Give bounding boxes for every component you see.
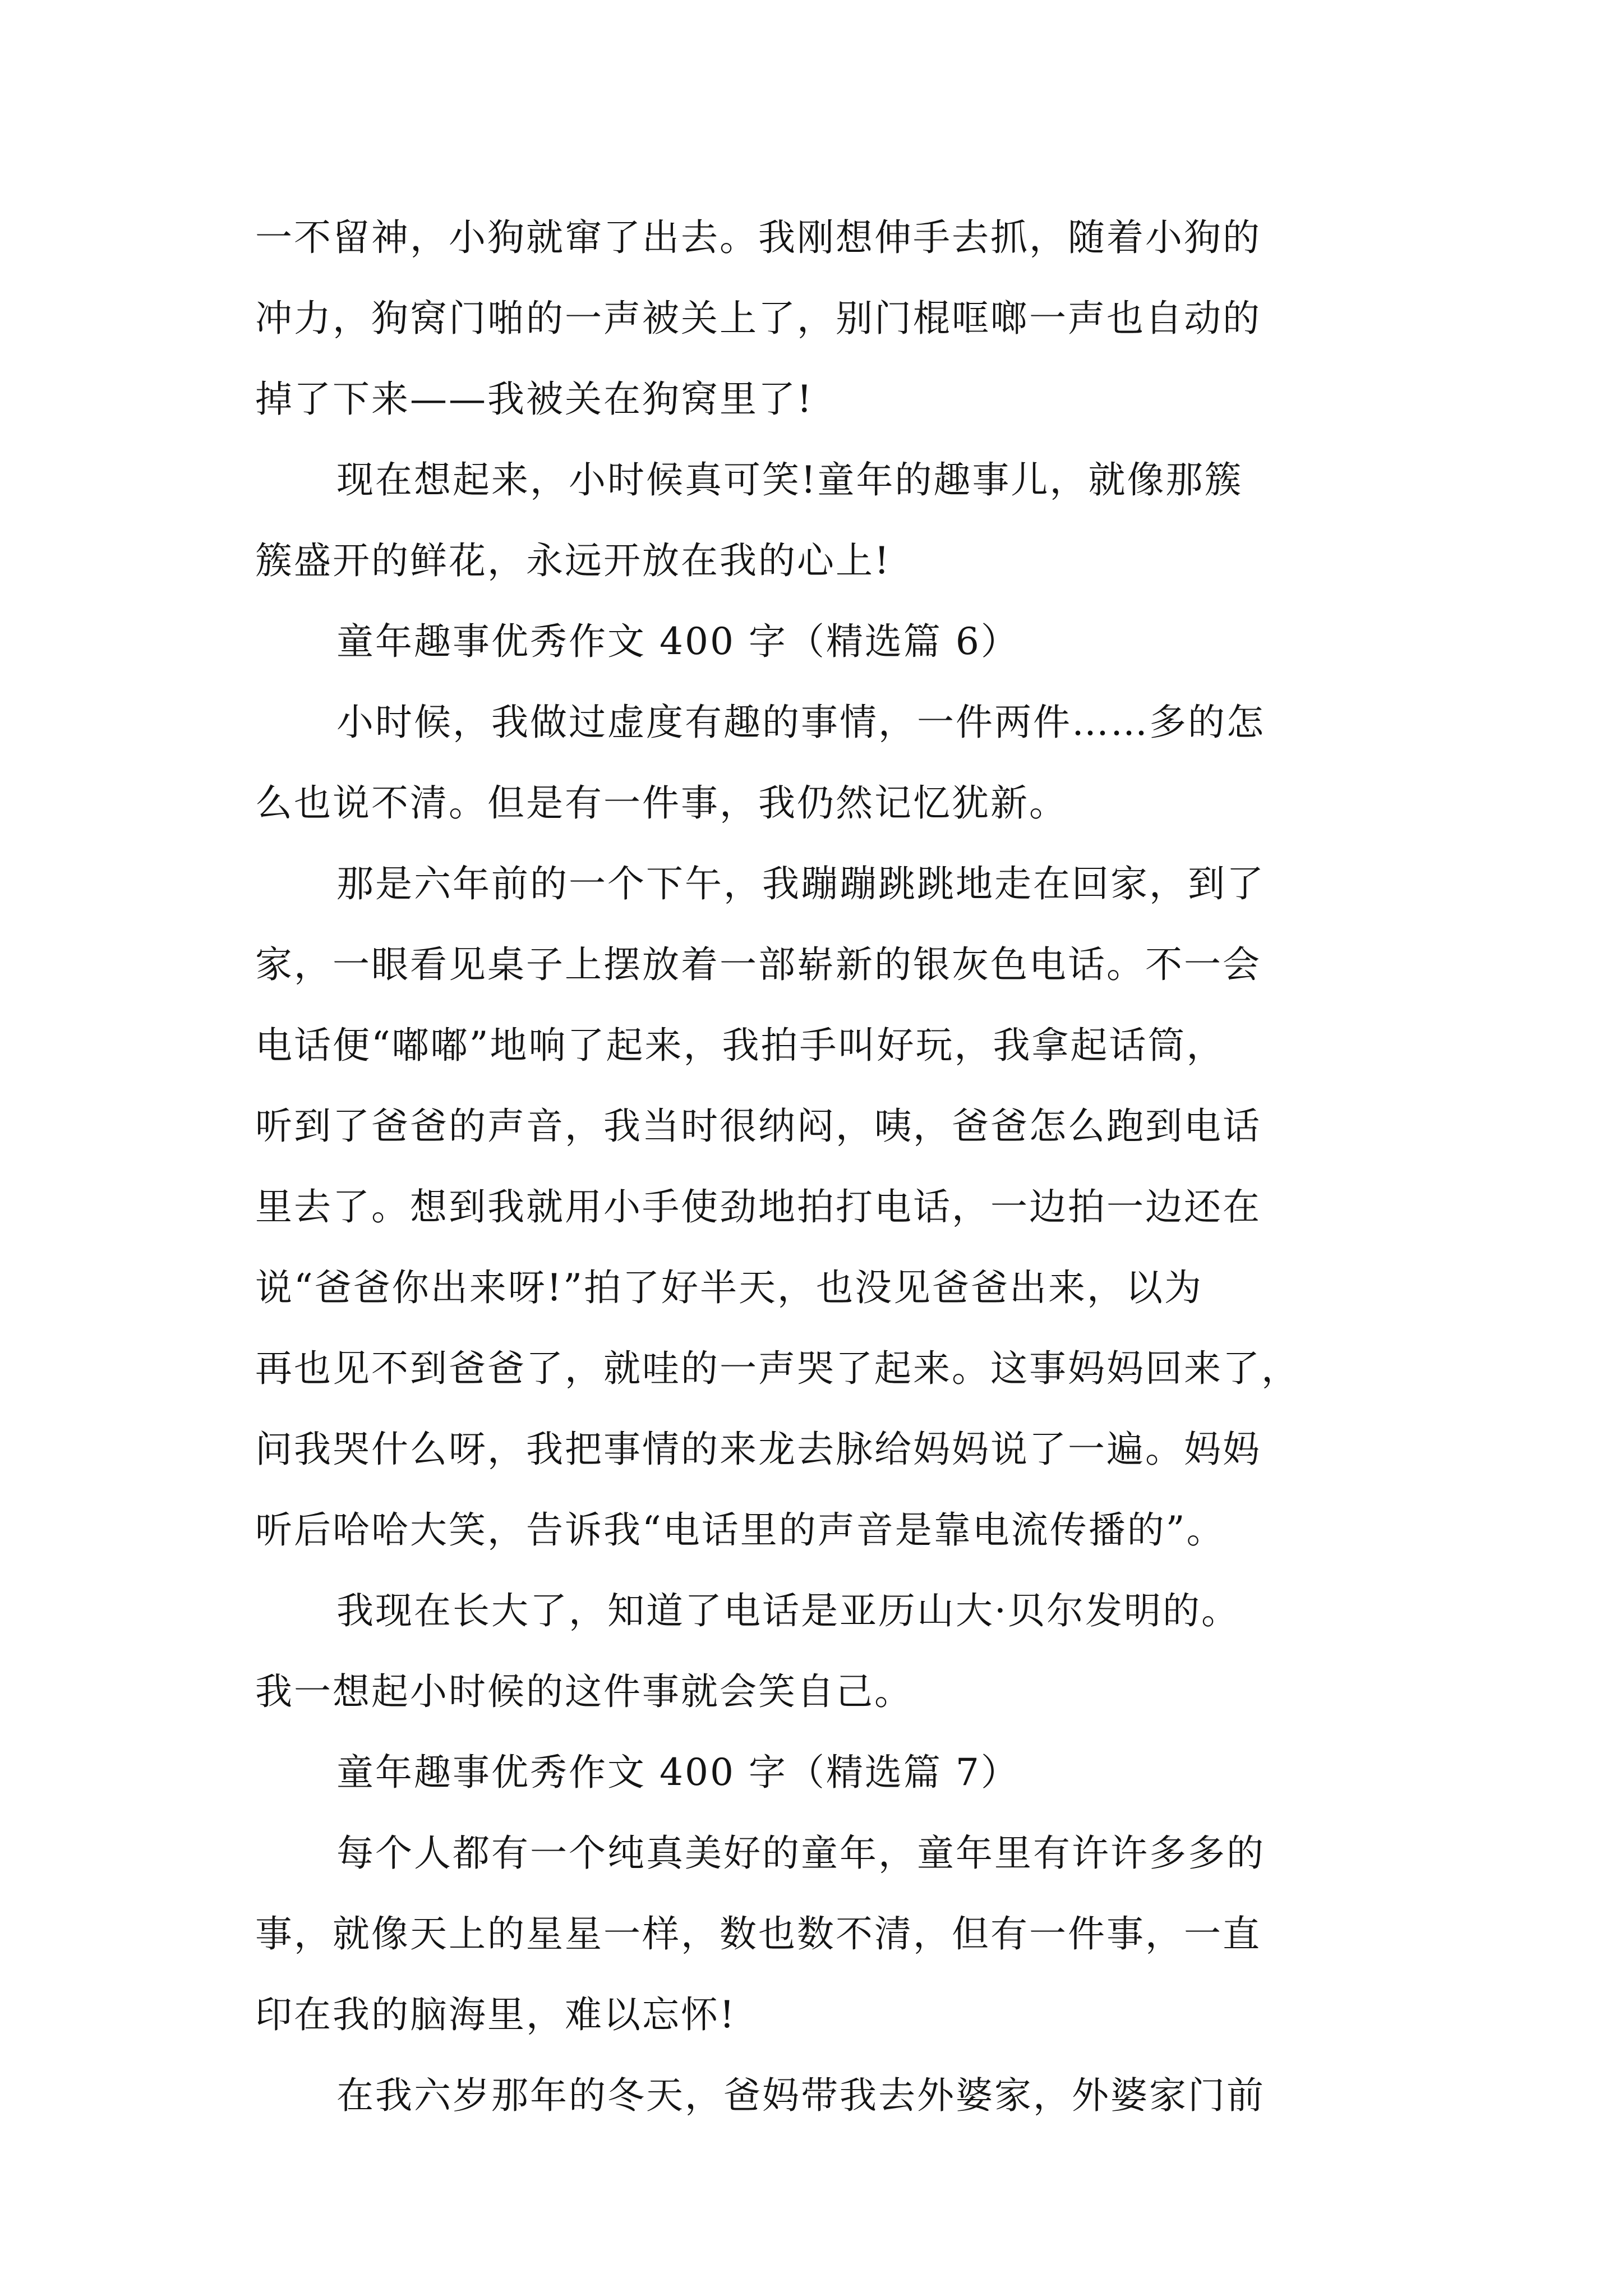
text-line: 么也说不清。但是有一件事，我仍然记忆犹新。 [255,781,1068,825]
text-line: 簇盛开的鲜花，永远开放在我的心上! [255,539,891,582]
text-line: 听后哈哈大笑，告诉我“电话里的声音是靠电流传播的”。 [255,1508,1225,1552]
paragraph-first-line: 那是六年前的一个下午，我蹦蹦跳跳地走在回家，到了 [336,862,1265,905]
text-line: 事，就像天上的星星一样，数也数不清，但有一件事，一直 [255,1912,1261,1955]
text-line: 说“爸爸你出来呀!”拍了好半天，也没见爸爸出来，以为 [255,1266,1204,1309]
section-heading: 童年趣事优秀作文 400 字（精选篇 6） [336,620,1020,663]
text-line: 印在我的脑海里，难以忘怀! [255,1993,736,2036]
text-line: 听到了爸爸的声音，我当时很纳闷，咦，爸爸怎么跑到电话 [255,1105,1261,1148]
text-line: 掉了下来——我被关在狗窝里了! [255,378,814,421]
paragraph-first-line: 在我六岁那年的冬天，爸妈带我去外婆家，外婆家门前 [336,2074,1265,2117]
text-line: 问我哭什么呀，我把事情的来龙去脉给妈妈说了一遍。妈妈 [255,1428,1261,1471]
text-line: 再也见不到爸爸了，就哇的一声哭了起来。这事妈妈回来了， [255,1347,1300,1390]
paragraph-first-line: 现在想起来，小时候真可笑!童年的趣事儿，就像那簇 [336,458,1243,501]
section-heading: 童年趣事优秀作文 400 字（精选篇 7） [336,1751,1020,1794]
paragraph-first-line: 我现在长大了，知道了电话是亚历山大·贝尔发明的。 [336,1589,1240,1632]
text-line: 冲力，狗窝门啪的一声被关上了，别门棍哐啷一声也自动的 [255,297,1261,340]
paragraph-first-line: 小时候，我做过虚度有趣的事情，一件两件……多的怎 [336,701,1265,744]
paragraph-first-line: 每个人都有一个纯真美好的童年，童年里有许许多多的 [336,1832,1265,1875]
text-line: 电话便“嘟嘟”地响了起来，我拍手叫好玩，我拿起话筒， [255,1024,1225,1067]
text-line: 里去了。想到我就用小手使劲地拍打电话，一边拍一边还在 [255,1185,1261,1228]
text-line: 一不留神，小狗就窜了出去。我刚想伸手去抓，随着小狗的 [255,216,1261,259]
text-line: 我一想起小时候的这件事就会笑自己。 [255,1670,913,1713]
text-line: 家，一眼看见桌子上摆放着一部崭新的银灰色电话。不一会 [255,943,1261,986]
